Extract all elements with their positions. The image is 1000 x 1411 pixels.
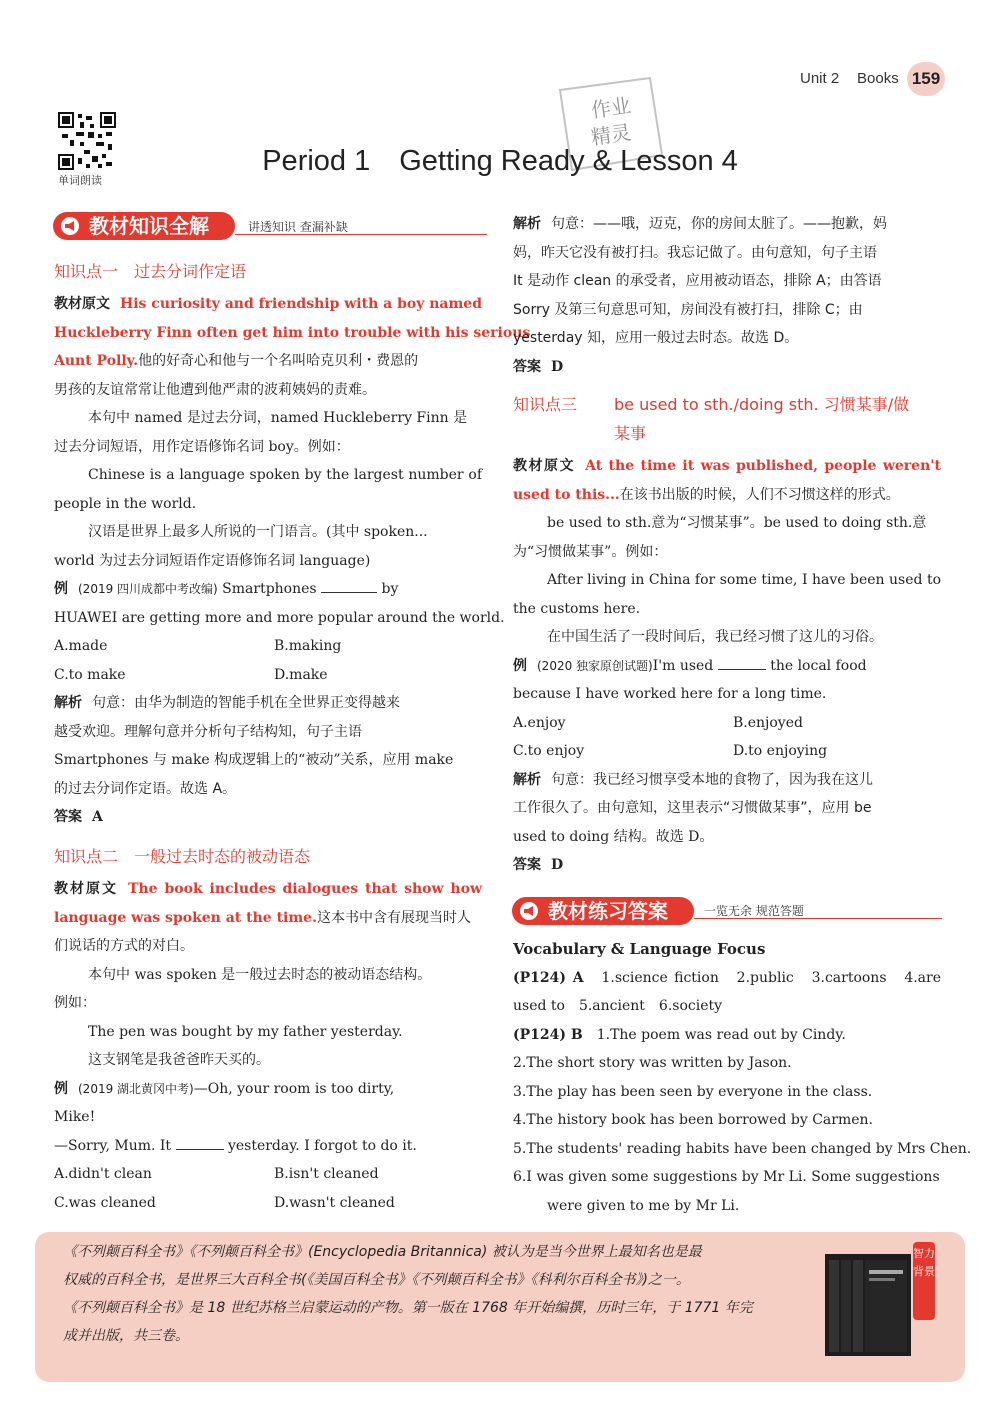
option-a: A.enjoy bbox=[513, 714, 566, 731]
analysis-3: It 是动作 clean 的承受者，应用被动语态，排除 A；由答语 bbox=[513, 273, 882, 289]
qr-caption: 单词朗读 bbox=[58, 174, 102, 187]
footer-line-3: 《不列颠百科全书》是 18 世纪苏格兰启蒙运动的产物。第一版在 1768 年开始编撰，历时三年，于 1771 年完 bbox=[63, 1300, 753, 1316]
explain-1: 本句中 named 是过去分词，named Huckleberry Finn 是 bbox=[88, 410, 468, 426]
p124b-label: (P124) B bbox=[513, 1026, 583, 1043]
kp3-heading-label: 知识点三 bbox=[513, 395, 578, 414]
answer-4: 4.The history book has been borrowed by Carmen. bbox=[513, 1112, 873, 1128]
footer-tag: 智力背景 bbox=[913, 1242, 935, 1320]
answer-value: D bbox=[551, 358, 564, 375]
question-text-a: I'm used bbox=[652, 657, 714, 674]
analysis-4: 的过去分词作定语。故选 A。 bbox=[54, 780, 237, 797]
option-c: C.to make bbox=[54, 666, 126, 683]
option-c: C.was cleaned bbox=[54, 1194, 156, 1211]
example-cn-2: world 为过去分词短语作定语修饰名词 language) bbox=[54, 552, 371, 569]
footer-box bbox=[35, 1232, 965, 1382]
option-c: C.to enjoy bbox=[513, 743, 585, 759]
footer-line-2: 权威的百科全书，是世界三大百科全书(《美国百科全书》《不列颠百科全书》《科利尔百科全书》)之一。 bbox=[63, 1272, 690, 1288]
kp1-heading: 知识点一 过去分词作定语 bbox=[54, 262, 247, 281]
answer-label: 答案 bbox=[513, 857, 541, 873]
option-a: A.made bbox=[54, 638, 108, 654]
svg-text:精灵: 精灵 bbox=[589, 120, 633, 150]
section-banner-knowledge bbox=[53, 212, 235, 240]
svg-text:作业: 作业 bbox=[589, 93, 633, 123]
source-label: 教材原文 bbox=[513, 458, 576, 474]
option-b: B.enjoyed bbox=[733, 714, 803, 731]
analysis-1: 句意：——哦，迈克，你的房间太脏了。——抱歉，妈 bbox=[551, 216, 887, 232]
example-cn: 在中国生活了一段时间后，我已经习惯了这儿的习俗。 bbox=[547, 629, 883, 645]
kp2-heading: 知识点二 一般过去时态的被动语态 bbox=[54, 847, 311, 866]
answer-blank bbox=[321, 578, 377, 593]
analysis-2: 工作很久了。由句意知，这里表示“习惯做某事”，应用 be bbox=[513, 800, 872, 816]
book-label: Books bbox=[857, 70, 899, 87]
p124b-line1: 1.The poem was read out by Cindy. bbox=[596, 1026, 846, 1043]
option-b: B.isn't cleaned bbox=[274, 1166, 379, 1182]
source-cn: 这本书中含有展现当时人 bbox=[316, 909, 471, 926]
explain-1: be used to sth.意为“习惯某事”。be used to doing sth.意 bbox=[547, 515, 927, 531]
source-cn-2: 男孩的友谊常常让他遭到他严肃的波莉姨妈的责难。 bbox=[54, 381, 376, 398]
example-cn: 汉语是世界上最多人所说的一门语言。(其中 spoken... bbox=[88, 524, 428, 540]
example-en: The pen was bought by my father yesterday. bbox=[88, 1023, 403, 1040]
analysis-label: 解析 bbox=[513, 771, 541, 788]
kp1-body bbox=[54, 290, 531, 832]
section-banner-exercises bbox=[512, 897, 694, 925]
example-en-2: people in the world. bbox=[54, 495, 197, 512]
kp3-heading-cont: 某事 bbox=[614, 424, 647, 443]
analysis-5: yesterday 知，应用一般过去时态。故选 D。 bbox=[513, 330, 799, 346]
answer-value: D bbox=[551, 857, 564, 873]
analysis-1: 句意：由华为制造的智能手机在全世界正变得越来 bbox=[92, 695, 400, 711]
exercise-answers bbox=[513, 935, 972, 1220]
source-cn-2: 们说话的方式的对白。 bbox=[54, 938, 194, 954]
option-d: D.make bbox=[274, 666, 328, 683]
megaphone-icon bbox=[518, 901, 540, 921]
p124a-line1: 1.science fiction 2.public 3.cartoons 4.are bbox=[601, 969, 942, 986]
source-en-2: used to this... bbox=[513, 486, 620, 503]
source-en-2: Huckleberry Finn often get him into trouble with his serious bbox=[54, 324, 531, 341]
question-source: (2019 湖北黄冈中考) bbox=[78, 1081, 194, 1096]
kp3-heading: be used to sth./doing sth. 习惯某事/做 bbox=[614, 395, 910, 414]
footer-text bbox=[63, 1238, 813, 1350]
analysis-label: 解析 bbox=[513, 216, 541, 232]
option-a: A.didn't clean bbox=[54, 1166, 152, 1182]
banner-subtitle: 讲透知识 查漏补缺 bbox=[248, 220, 348, 234]
question-line3b: yesterday. I forgot to do it. bbox=[227, 1137, 417, 1154]
explain-2: 过去分词短语，用作定语修饰名词 boy。例如： bbox=[54, 438, 350, 455]
source-label: 教材原文 bbox=[54, 881, 119, 897]
megaphone-icon bbox=[59, 216, 81, 236]
question-text: —Oh, your room is too dirty, bbox=[193, 1080, 395, 1097]
banner-title: 教材知识全解 bbox=[89, 214, 209, 238]
right-analysis bbox=[513, 210, 941, 381]
question-line2: HUAWEI are getting more and more popular around the world. bbox=[54, 609, 505, 626]
question-text-b: by bbox=[381, 581, 399, 597]
example-en-1: After living in China for some time, I have been used to bbox=[547, 572, 941, 588]
kp2-body bbox=[54, 875, 482, 1217]
analysis-label: 解析 bbox=[54, 695, 82, 711]
explain-1: 本句中 was spoken 是一般过去时态的被动语态结构。 bbox=[88, 966, 432, 983]
answer-3: 3.The play has been seen by everyone in the class. bbox=[513, 1083, 873, 1100]
source-en-1: The book includes dialogues that show how bbox=[128, 881, 482, 897]
answer-6: 6.I was given some suggestions by Mr Li. Some suggestions bbox=[513, 1169, 940, 1185]
question-label: 例 bbox=[513, 657, 527, 674]
banner-title: 教材练习答案 bbox=[548, 899, 668, 923]
example-en-1: Chinese is a language spoken by the largest number of bbox=[88, 467, 482, 483]
analysis-4: Sorry 及第三句意思可知，房间没有被打扫，排除 C；由 bbox=[513, 301, 863, 318]
option-b: B.making bbox=[274, 638, 342, 654]
source-en-1: His curiosity and friendship with a boy named bbox=[120, 296, 482, 312]
analysis-3: used to doing 结构。故选 D。 bbox=[513, 828, 714, 845]
example-cn: 这支钢笔是我爸爸昨天买的。 bbox=[88, 1052, 270, 1068]
encyclopedia-image bbox=[823, 1250, 913, 1360]
source-cn: 在该书出版的时候，人们不习惯这样的形式。 bbox=[619, 486, 900, 503]
question-label: 例 bbox=[54, 1080, 68, 1097]
p124a-line2: used to 5.ancient 6.society bbox=[513, 998, 723, 1014]
source-cn: 他的好奇心和他与一个名叫哈克贝利・费恩的 bbox=[138, 353, 419, 369]
answer-2: 2.The short story was written by Jason. bbox=[513, 1055, 792, 1071]
question-text-b: the local food bbox=[770, 657, 867, 674]
question-text-a: Smartphones bbox=[222, 581, 317, 597]
question-line2: Mike! bbox=[54, 1109, 96, 1125]
kp3-body bbox=[513, 452, 941, 880]
source-en-3: Aunt Polly. bbox=[54, 353, 139, 369]
divider bbox=[235, 234, 487, 235]
page-number: 159 bbox=[907, 62, 945, 96]
option-d: D.wasn't cleaned bbox=[274, 1194, 395, 1211]
question-line3a: —Sorry, Mum. It bbox=[54, 1137, 172, 1154]
question-line2: because I have worked here for a long time. bbox=[513, 686, 827, 702]
answer-label: 答案 bbox=[513, 358, 541, 375]
source-en-2: language was spoken at the time. bbox=[54, 909, 317, 926]
answer-blank bbox=[176, 1135, 224, 1150]
answer-value: A bbox=[92, 809, 103, 825]
focus-title: Vocabulary & Language Focus bbox=[513, 940, 766, 958]
p124a-label: (P124) A bbox=[513, 969, 584, 986]
source-en-1: At the time it was published, people weren't bbox=[585, 458, 942, 474]
analysis-2: 越受欢迎。理解句意并分析句子结构知，句子主语 bbox=[54, 723, 362, 740]
divider bbox=[694, 918, 942, 919]
example-en-2: the customs here. bbox=[513, 600, 641, 617]
answer-6-cont: were given to me by Mr Li. bbox=[547, 1197, 740, 1214]
option-d: D.to enjoying bbox=[733, 743, 828, 759]
page-title: Period 1 Getting Ready & Lesson 4 bbox=[262, 145, 738, 177]
source-label: 教材原文 bbox=[54, 296, 110, 312]
explain-2: 例如： bbox=[54, 995, 96, 1011]
footer-line-1: 《不列颠百科全书》《不列颠百科全书》(Encyclopedia Britannica) 被认为是当今世界上最知名也是最 bbox=[63, 1244, 702, 1260]
answer-blank bbox=[718, 655, 766, 670]
question-label: 例 bbox=[54, 581, 68, 597]
unit-label: Unit 2 bbox=[800, 70, 840, 87]
answer-label: 答案 bbox=[54, 809, 82, 825]
explain-2: 为“习惯做某事”。例如： bbox=[513, 543, 668, 560]
banner-subtitle: 一览无余 规范答题 bbox=[704, 904, 804, 918]
question-source: (2020 独家原创试题) bbox=[537, 658, 653, 673]
analysis-1: 句意：我已经习惯享受本地的食物了，因为我在这儿 bbox=[551, 771, 873, 788]
footer-line-4: 成并出版，共三卷。 bbox=[63, 1328, 189, 1344]
answer-5: 5.The students' reading habits have been changed by Mrs Chen. bbox=[513, 1140, 972, 1157]
analysis-3: Smartphones 与 make 构成逻辑上的“被动”关系，应用 make bbox=[54, 752, 454, 768]
analysis-2: 妈，昨天它没有被打扫。我忘记做了。由句意知，句子主语 bbox=[513, 244, 877, 261]
question-source: (2019 四川成都中考改编) bbox=[78, 582, 218, 596]
